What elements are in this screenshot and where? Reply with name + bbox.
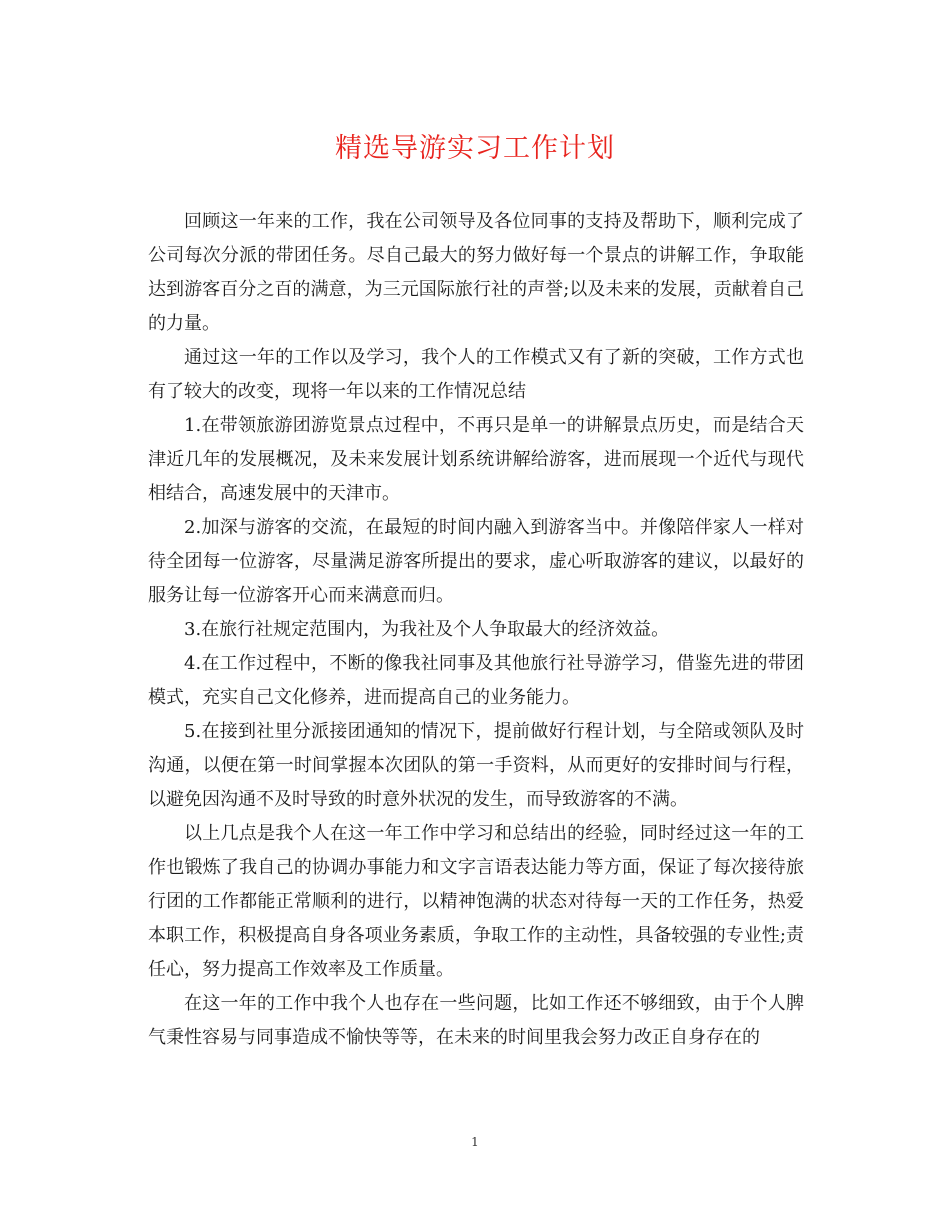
page-number: 1	[471, 1135, 479, 1149]
document-body	[148, 205, 804, 1055]
paragraph-intro: 回顾这一年来的工作，我在公司领导及各位同事的支持及帮助下，顺利完成了公司每次分派的带团任务。尽自己最大的努力做好每一个景点的讲解工作，争取能达到游客百分之百的满意，为三元国际旅行社的声誉;以及未来的发展，贡献着自己的力量。	[148, 211, 804, 334]
paragraph-problems: 在这一年的工作中我个人也存在一些问题，比如工作还不够细致，由于个人脾气秉性容易与同事造成不愉快等等，在未来的时间里我会努力改正自身存在的	[148, 993, 804, 1048]
paragraph-item-4: 4.在工作过程中，不断的像我社同事及其他旅行社导游学习，借鉴先进的带团模式，充实自己文化修养，进而提高自己的业务能力。	[148, 653, 804, 708]
paragraph-item-5: 5.在接到社里分派接团通知的情况下，提前做好行程计划，与全陪或领队及时沟通，以便在第一时间掌握本次团队的第一手资料，从而更好的安排时间与行程，以避免因沟通不及时导致的时意外状况的发生，而导致游客的不满。	[148, 721, 804, 810]
document-title: 精选导游实习工作计划	[335, 133, 615, 164]
paragraph-experience: 以上几点是我个人在这一年工作中学习和总结出的经验，同时经过这一年的工作也锻炼了我自己的协调办事能力和文字言语表达能力等方面，保证了每次接待旅行团的工作都能正常顺利的进行，以精神饱满的状态对待每一天的工作任务，热爱本职工作，积极提高自身各项业务素质，争取工作的主动性，具备较强的专业性;责任心，努力提高工作效率及工作质量。	[148, 823, 804, 980]
paragraph-item-1: 1.在带领旅游团游览景点过程中，不再只是单一的讲解景点历史，而是结合天津近几年的发展概况，及未来发展计划系统讲解给游客，进而展现一个近代与现代相结合，高速发展中的天津市。	[148, 415, 804, 504]
paragraph-summary-lead: 通过这一年的工作以及学习，我个人的工作模式又有了新的突破，工作方式也有了较大的改变，现将一年以来的工作情况总结	[148, 347, 804, 402]
paragraph-item-2: 2.加深与游客的交流，在最短的时间内融入到游客当中。并像陪伴家人一样对待全团每一位游客，尽量满足游客所提出的要求，虚心听取游客的建议，以最好的服务让每一位游客开心而来满意而归。	[148, 517, 804, 606]
paragraph-item-3: 3.在旅行社规定范围内，为我社及个人争取最大的经济效益。	[184, 619, 670, 640]
